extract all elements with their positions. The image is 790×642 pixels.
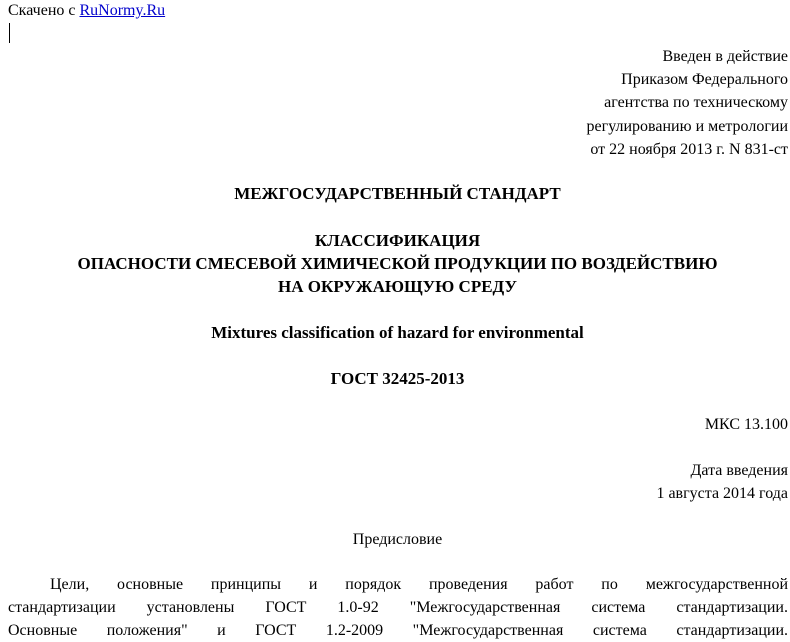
paragraph-line: Основные положения" и ГОСТ 1.2-2009 "Межгосударственная система стандартизации. (8, 622, 788, 639)
order-line: Введен в действие (662, 48, 788, 65)
interstate-standard-heading: МЕЖГОСУДАРСТВЕННЫЙ СТАНДАРТ (234, 184, 561, 203)
title-line-3: НА ОКРУЖАЮЩУЮ СРЕДУ (278, 277, 517, 296)
english-title: Mixtures classification of hazard for environmental (211, 323, 584, 342)
order-line: Приказом Федерального (621, 71, 788, 89)
foreword-heading: Предисловие (352, 531, 443, 548)
source-link[interactable]: RuNormy.Ru (79, 2, 166, 19)
mks-code: МКС 13.100 (704, 416, 788, 433)
intro-date-label: Дата введения (690, 462, 788, 479)
source-line (8, 0, 165, 22)
source-prefix: Скачено с (8, 2, 80, 19)
paragraph-line: стандартизации установлены ГОСТ 1.0-92 "Межгосударственная система стандартизации. (8, 599, 788, 616)
paragraph-line: Цели, основные принципы и порядок проведения работ по межгосударственной (50, 576, 788, 593)
order-line: агентства по техническому (604, 94, 788, 112)
intro-date-value: 1 августа 2014 года (656, 485, 788, 502)
order-block (587, 45, 788, 161)
order-line: от 22 ноября 2013 г. N 831-ст (590, 140, 788, 158)
foreword-paragraph (8, 573, 788, 642)
gost-number: ГОСТ 32425-2013 (330, 369, 465, 388)
title-line-1: КЛАССИФИКАЦИЯ (314, 231, 481, 250)
order-line: регулированию и метрологии (586, 117, 788, 135)
title-line-2: ОПАСНОСТИ СМЕСЕВОЙ ХИМИЧЕСКОЙ ПРОДУКЦИИ ПО ВОЗДЕЙСТВИЮ (77, 254, 718, 273)
text-cursor (9, 23, 10, 43)
